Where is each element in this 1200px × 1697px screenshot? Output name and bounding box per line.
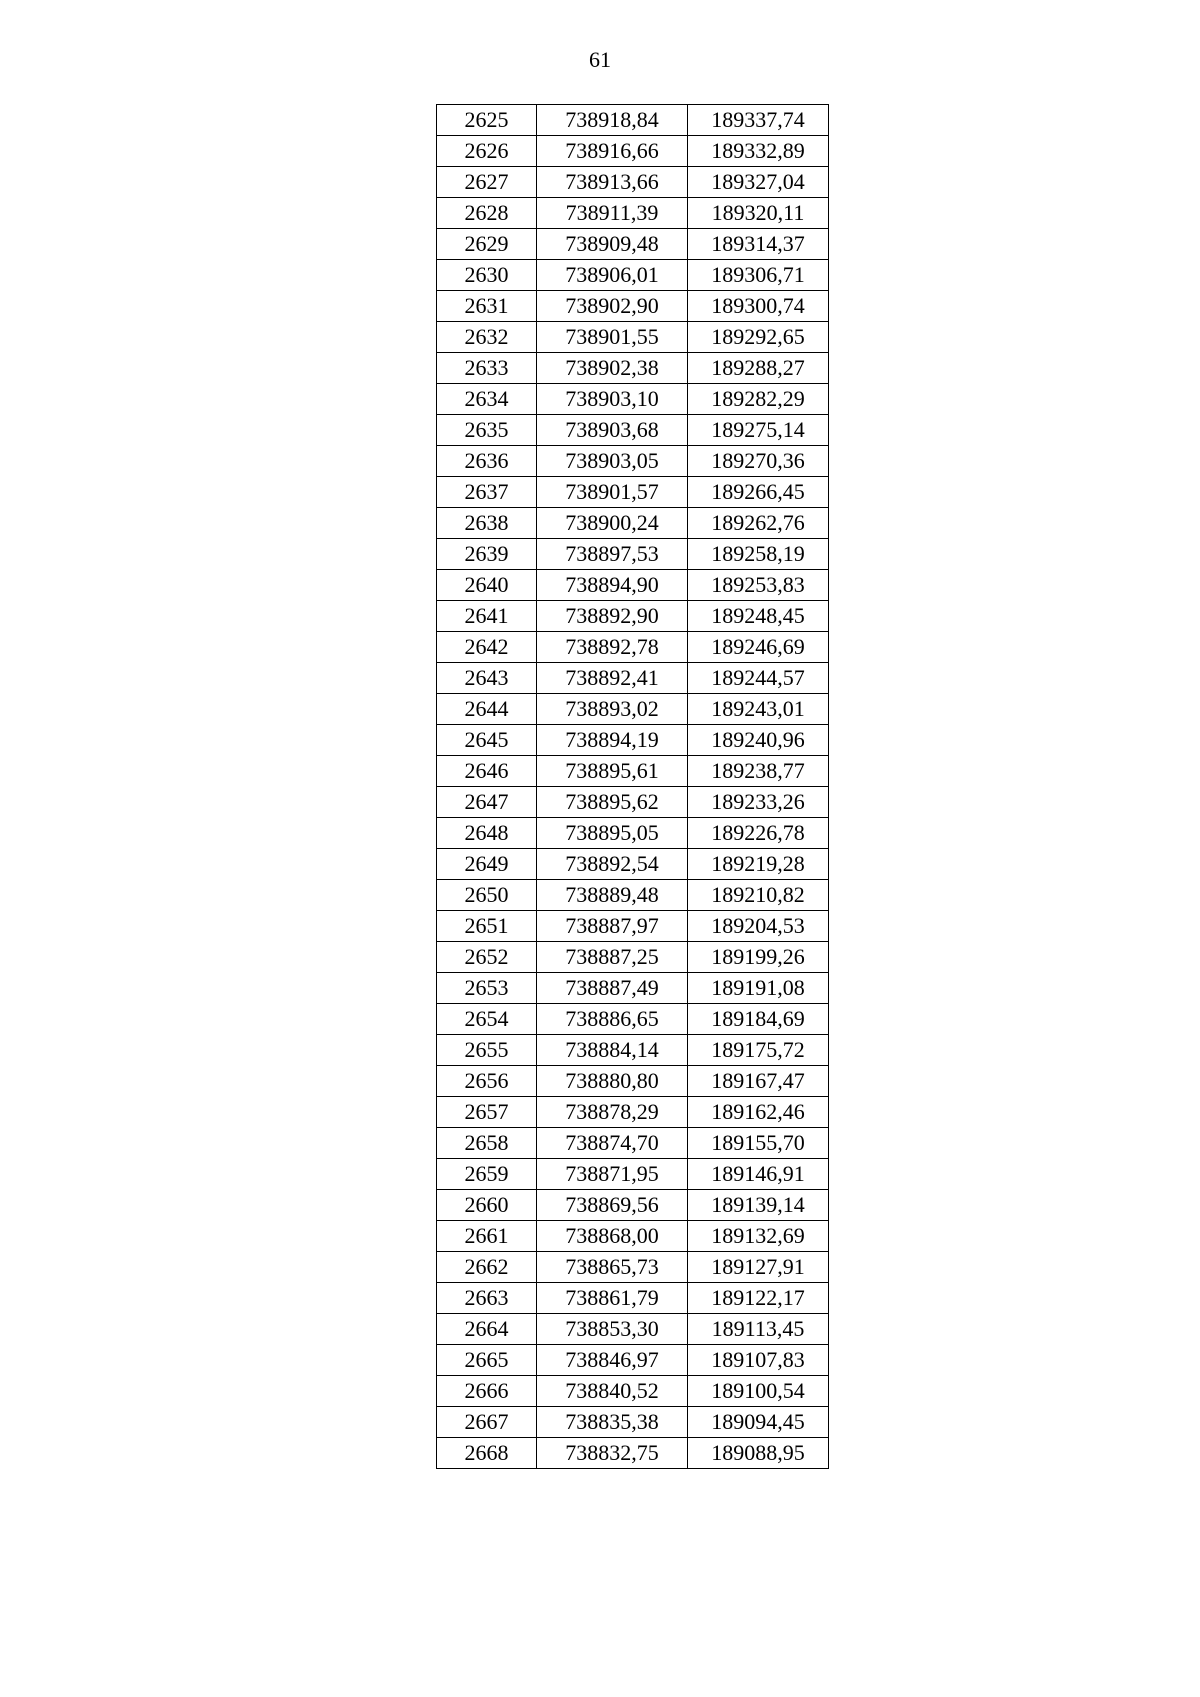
point-number-cell: 2627: [437, 167, 537, 198]
table-row: [437, 1190, 829, 1221]
point-number-cell: 2645: [437, 725, 537, 756]
table-row: [437, 1407, 829, 1438]
x-coordinate-cell: 738880,80: [537, 1066, 688, 1097]
y-coordinate-cell: 189094,45: [688, 1407, 829, 1438]
point-number-cell: 2657: [437, 1097, 537, 1128]
point-number-cell: 2626: [437, 136, 537, 167]
x-coordinate-cell: 738893,02: [537, 694, 688, 725]
y-coordinate-cell: 189167,47: [688, 1066, 829, 1097]
x-coordinate-cell: 738861,79: [537, 1283, 688, 1314]
y-coordinate-cell: 189100,54: [688, 1376, 829, 1407]
table-row: [437, 1035, 829, 1066]
x-coordinate-cell: 738900,24: [537, 508, 688, 539]
table-row: [437, 384, 829, 415]
table-row: [437, 1066, 829, 1097]
point-number-cell: 2628: [437, 198, 537, 229]
point-number-cell: 2638: [437, 508, 537, 539]
x-coordinate-cell: 738892,54: [537, 849, 688, 880]
y-coordinate-cell: 189253,83: [688, 570, 829, 601]
table-row: [437, 632, 829, 663]
x-coordinate-cell: 738902,38: [537, 353, 688, 384]
x-coordinate-cell: 738901,57: [537, 477, 688, 508]
x-coordinate-cell: 738887,97: [537, 911, 688, 942]
point-number-cell: 2632: [437, 322, 537, 353]
point-number-cell: 2659: [437, 1159, 537, 1190]
table-row: [437, 880, 829, 911]
y-coordinate-cell: 189332,89: [688, 136, 829, 167]
table-row: [437, 415, 829, 446]
x-coordinate-cell: 738892,90: [537, 601, 688, 632]
point-number-cell: 2661: [437, 1221, 537, 1252]
y-coordinate-cell: 189191,08: [688, 973, 829, 1004]
y-coordinate-cell: 189262,76: [688, 508, 829, 539]
y-coordinate-cell: 189292,65: [688, 322, 829, 353]
x-coordinate-cell: 738903,68: [537, 415, 688, 446]
point-number-cell: 2647: [437, 787, 537, 818]
x-coordinate-cell: 738887,49: [537, 973, 688, 1004]
table-row: [437, 1438, 829, 1469]
coordinates-table-body: [437, 105, 829, 1469]
point-number-cell: 2664: [437, 1314, 537, 1345]
table-row: [437, 291, 829, 322]
table-row: [437, 1345, 829, 1376]
x-coordinate-cell: 738884,14: [537, 1035, 688, 1066]
y-coordinate-cell: 189266,45: [688, 477, 829, 508]
table-row: [437, 663, 829, 694]
point-number-cell: 2640: [437, 570, 537, 601]
point-number-cell: 2637: [437, 477, 537, 508]
table-row: [437, 911, 829, 942]
x-coordinate-cell: 738916,66: [537, 136, 688, 167]
y-coordinate-cell: 189243,01: [688, 694, 829, 725]
point-number-cell: 2644: [437, 694, 537, 725]
x-coordinate-cell: 738901,55: [537, 322, 688, 353]
table-row: [437, 1004, 829, 1035]
point-number-cell: 2658: [437, 1128, 537, 1159]
point-number-cell: 2633: [437, 353, 537, 384]
point-number-cell: 2643: [437, 663, 537, 694]
y-coordinate-cell: 189162,46: [688, 1097, 829, 1128]
table-row: [437, 725, 829, 756]
x-coordinate-cell: 738895,62: [537, 787, 688, 818]
point-number-cell: 2646: [437, 756, 537, 787]
point-number-cell: 2649: [437, 849, 537, 880]
table-row: [437, 167, 829, 198]
table-row: [437, 322, 829, 353]
point-number-cell: 2655: [437, 1035, 537, 1066]
x-coordinate-cell: 738895,61: [537, 756, 688, 787]
table-row: [437, 229, 829, 260]
y-coordinate-cell: 189184,69: [688, 1004, 829, 1035]
point-number-cell: 2667: [437, 1407, 537, 1438]
x-coordinate-cell: 738887,25: [537, 942, 688, 973]
table-row: [437, 1314, 829, 1345]
point-number-cell: 2660: [437, 1190, 537, 1221]
y-coordinate-cell: 189204,53: [688, 911, 829, 942]
table-row: [437, 539, 829, 570]
point-number-cell: 2663: [437, 1283, 537, 1314]
x-coordinate-cell: 738897,53: [537, 539, 688, 570]
y-coordinate-cell: 189127,91: [688, 1252, 829, 1283]
y-coordinate-cell: 189113,45: [688, 1314, 829, 1345]
page-number: 61: [589, 47, 611, 72]
y-coordinate-cell: 189314,37: [688, 229, 829, 260]
y-coordinate-cell: 189244,57: [688, 663, 829, 694]
point-number-cell: 2651: [437, 911, 537, 942]
table-row: [437, 1159, 829, 1190]
table-row: [437, 353, 829, 384]
table-row: [437, 942, 829, 973]
x-coordinate-cell: 738871,95: [537, 1159, 688, 1190]
x-coordinate-cell: 738835,38: [537, 1407, 688, 1438]
table-row: [437, 818, 829, 849]
y-coordinate-cell: 189155,70: [688, 1128, 829, 1159]
x-coordinate-cell: 738902,90: [537, 291, 688, 322]
table-row: [437, 973, 829, 1004]
point-number-cell: 2648: [437, 818, 537, 849]
x-coordinate-cell: 738918,84: [537, 105, 688, 136]
y-coordinate-cell: 189199,26: [688, 942, 829, 973]
point-number-cell: 2654: [437, 1004, 537, 1035]
point-number-cell: 2665: [437, 1345, 537, 1376]
point-number-cell: 2653: [437, 973, 537, 1004]
x-coordinate-cell: 738903,10: [537, 384, 688, 415]
y-coordinate-cell: 189233,26: [688, 787, 829, 818]
point-number-cell: 2636: [437, 446, 537, 477]
table-row: [437, 1376, 829, 1407]
y-coordinate-cell: 189139,14: [688, 1190, 829, 1221]
table-row: [437, 1252, 829, 1283]
y-coordinate-cell: 189088,95: [688, 1438, 829, 1469]
y-coordinate-cell: 189306,71: [688, 260, 829, 291]
point-number-cell: 2662: [437, 1252, 537, 1283]
x-coordinate-cell: 738840,52: [537, 1376, 688, 1407]
table-row: [437, 694, 829, 725]
table-row: [437, 1283, 829, 1314]
y-coordinate-cell: 189258,19: [688, 539, 829, 570]
y-coordinate-cell: 189246,69: [688, 632, 829, 663]
y-coordinate-cell: 189240,96: [688, 725, 829, 756]
table-row: [437, 1097, 829, 1128]
point-number-cell: 2625: [437, 105, 537, 136]
x-coordinate-cell: 738874,70: [537, 1128, 688, 1159]
y-coordinate-cell: 189248,45: [688, 601, 829, 632]
y-coordinate-cell: 189132,69: [688, 1221, 829, 1252]
x-coordinate-cell: 738889,48: [537, 880, 688, 911]
x-coordinate-cell: 738853,30: [537, 1314, 688, 1345]
x-coordinate-cell: 738846,97: [537, 1345, 688, 1376]
coordinates-table: [436, 104, 829, 1469]
table-row: [437, 508, 829, 539]
point-number-cell: 2631: [437, 291, 537, 322]
point-number-cell: 2668: [437, 1438, 537, 1469]
table-row: [437, 601, 829, 632]
y-coordinate-cell: 189226,78: [688, 818, 829, 849]
y-coordinate-cell: 189270,36: [688, 446, 829, 477]
table-row: [437, 136, 829, 167]
x-coordinate-cell: 738906,01: [537, 260, 688, 291]
x-coordinate-cell: 738886,65: [537, 1004, 688, 1035]
table-row: [437, 105, 829, 136]
point-number-cell: 2642: [437, 632, 537, 663]
y-coordinate-cell: 189107,83: [688, 1345, 829, 1376]
point-number-cell: 2666: [437, 1376, 537, 1407]
table-row: [437, 849, 829, 880]
x-coordinate-cell: 738868,00: [537, 1221, 688, 1252]
y-coordinate-cell: 189327,04: [688, 167, 829, 198]
table-row: [437, 756, 829, 787]
y-coordinate-cell: 189219,28: [688, 849, 829, 880]
x-coordinate-cell: 738892,78: [537, 632, 688, 663]
point-number-cell: 2635: [437, 415, 537, 446]
point-number-cell: 2650: [437, 880, 537, 911]
y-coordinate-cell: 189122,17: [688, 1283, 829, 1314]
table-row: [437, 477, 829, 508]
y-coordinate-cell: 189238,77: [688, 756, 829, 787]
table-row: [437, 446, 829, 477]
y-coordinate-cell: 189210,82: [688, 880, 829, 911]
table-row: [437, 198, 829, 229]
x-coordinate-cell: 738894,19: [537, 725, 688, 756]
table-row: [437, 1128, 829, 1159]
y-coordinate-cell: 189320,11: [688, 198, 829, 229]
x-coordinate-cell: 738832,75: [537, 1438, 688, 1469]
x-coordinate-cell: 738892,41: [537, 663, 688, 694]
point-number-cell: 2634: [437, 384, 537, 415]
table-row: [437, 787, 829, 818]
table-row: [437, 570, 829, 601]
point-number-cell: 2629: [437, 229, 537, 260]
x-coordinate-cell: 738869,56: [537, 1190, 688, 1221]
point-number-cell: 2652: [437, 942, 537, 973]
y-coordinate-cell: 189275,14: [688, 415, 829, 446]
x-coordinate-cell: 738894,90: [537, 570, 688, 601]
point-number-cell: 2630: [437, 260, 537, 291]
y-coordinate-cell: 189288,27: [688, 353, 829, 384]
x-coordinate-cell: 738913,66: [537, 167, 688, 198]
point-number-cell: 2656: [437, 1066, 537, 1097]
y-coordinate-cell: 189175,72: [688, 1035, 829, 1066]
table-row: [437, 1221, 829, 1252]
point-number-cell: 2639: [437, 539, 537, 570]
x-coordinate-cell: 738911,39: [537, 198, 688, 229]
x-coordinate-cell: 738903,05: [537, 446, 688, 477]
point-number-cell: 2641: [437, 601, 537, 632]
x-coordinate-cell: 738878,29: [537, 1097, 688, 1128]
y-coordinate-cell: 189146,91: [688, 1159, 829, 1190]
table-row: [437, 260, 829, 291]
y-coordinate-cell: 189282,29: [688, 384, 829, 415]
y-coordinate-cell: 189300,74: [688, 291, 829, 322]
x-coordinate-cell: 738895,05: [537, 818, 688, 849]
x-coordinate-cell: 738909,48: [537, 229, 688, 260]
y-coordinate-cell: 189337,74: [688, 105, 829, 136]
x-coordinate-cell: 738865,73: [537, 1252, 688, 1283]
